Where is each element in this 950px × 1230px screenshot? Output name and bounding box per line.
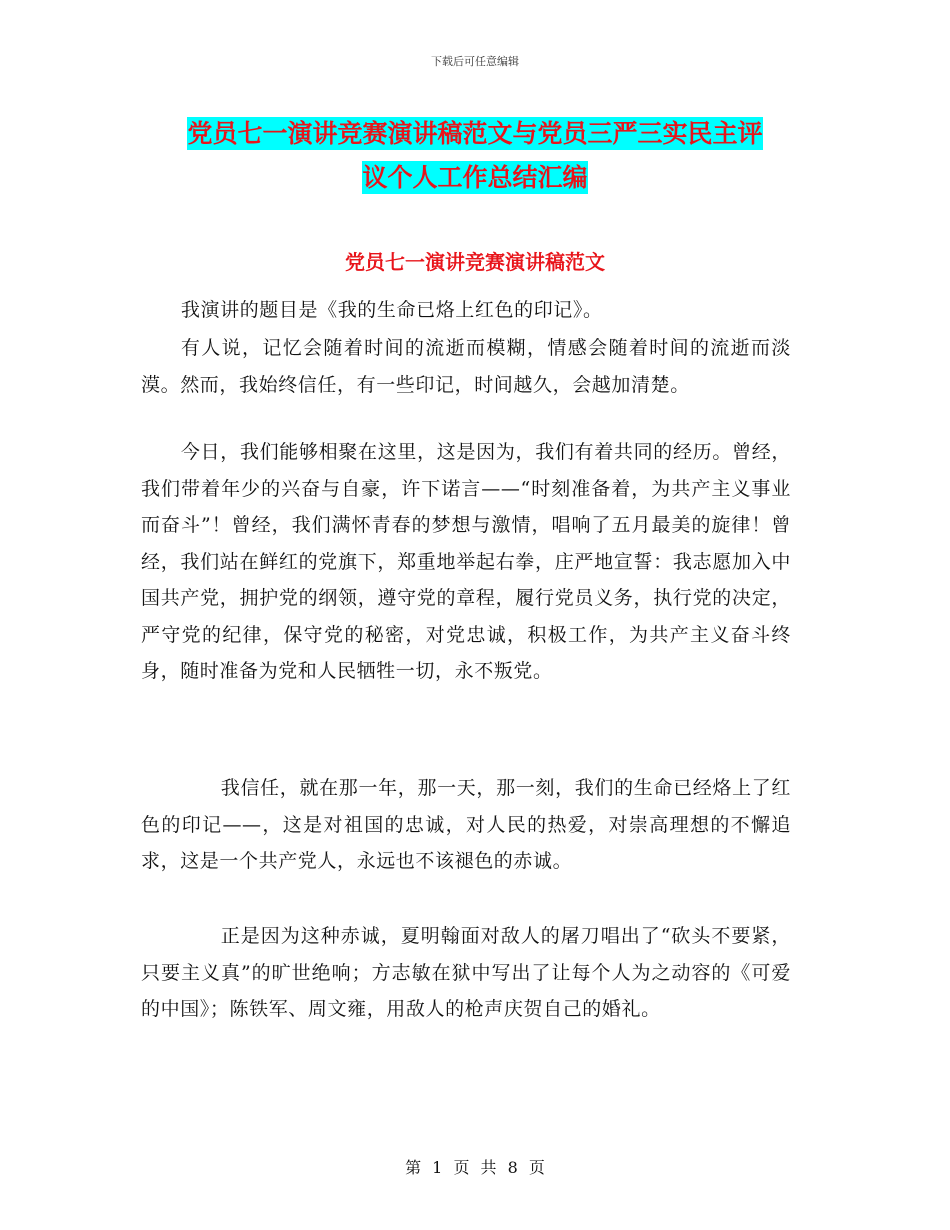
paragraph-2: 有人说，记忆会随着时间的流逝而模糊，情感会随着时间的流逝而淡漠。然而，我始终信任，有一些印记，时间越久，会越加清楚。 <box>141 337 791 396</box>
paragraph-1: 我演讲的题目是《我的生命已烙上红色的印记》。 <box>180 299 603 321</box>
paragraph-4: 我信任，就在那一年，那一天，那一刻，我们的生命已经烙上了红色的印记——，这是对祖国的忠诚，对人民的热爱，对崇高理想的不懈追求，这是一个共产党人，永远也不该褪色的赤诚。 <box>141 777 791 872</box>
document-title-line-1: 党员七一演讲竞赛演讲稿范文与党员三严三实民主评 <box>187 119 763 148</box>
document-title-line-2: 议个人工作总结汇编 <box>362 163 588 192</box>
page-number-footer: 第 1 页 共 8 页 <box>405 1158 545 1177</box>
header-note: 下载后可任意编辑 <box>431 55 519 68</box>
paragraph-5: 正是因为这种赤诚，夏明翰面对敌人的屠刀唱出了“砍头不要紧，只要主义真”的旷世绝响；方志敏在狱中写出了让每个人为之动容的《可爱的中国》；陈铁军、周文雍，用敌人的枪声庆贺自己的婚礼。 <box>141 925 791 1020</box>
document-title <box>140 112 810 200</box>
section-title: 党员七一演讲竞赛演讲稿范文 <box>345 250 605 274</box>
paragraph-3: 今日，我们能够相聚在这里，这是因为，我们有着共同的经历。曾经，我们带着年少的兴奋与自豪，许下诺言——“时刻准备着，为共产主义事业而奋斗”！曾经，我们满怀青春的梦想与激情，唱响了五月最美的旋律！曾经，我们站在鲜红的党旗下，郑重地举起右拳，庄严地宣誓：我志愿加入中国共产党，拥护党的纲领，遵守党的章程，履行党员义务，执行党的决定，严守党的纪律，保守党的秘密，对党忠诚，积极工作，为共产主义奋斗终身，随时准备为党和人民牺牲一切，永不叛党。 <box>141 441 791 682</box>
